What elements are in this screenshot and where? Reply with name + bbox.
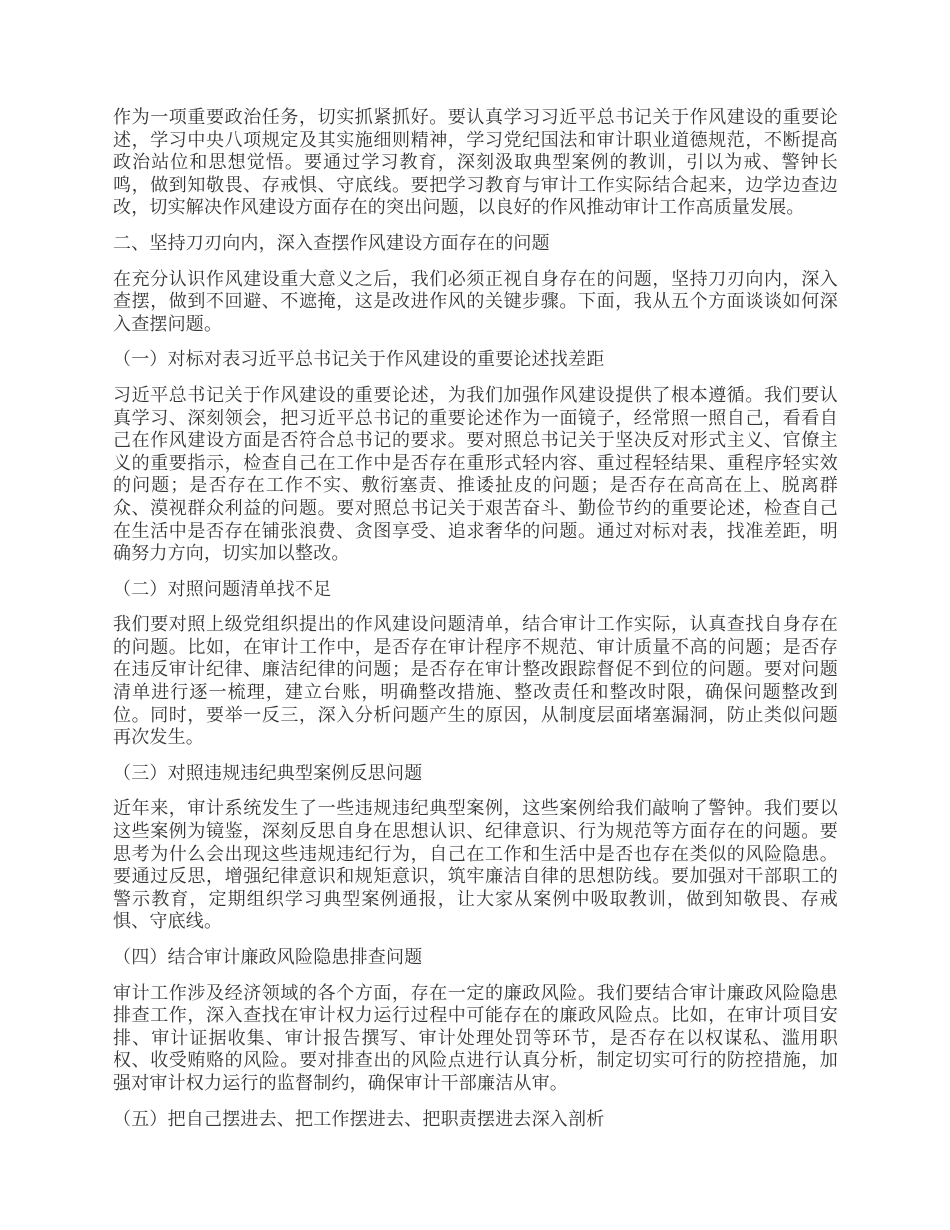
paragraph: 习近平总书记关于作风建设的重要论述，为我们加强作风建设提供了根本遵循。我们要认真学习、深刻领会，把习近平总书记的重要论述作为一面镜子，经常照一照自己，看看自己在作风建设方面是否符合总书记的要求。要对照总书记关于坚决反对形式主义、官僚主义的重要指示，检查自己在工作中是否存在重形式轻内容、重过程轻结果、重程序轻实效的问题；是否存在工作不实、敷衍塞责、推诿扯皮的问题；是否存在高高在上、脱离群众、漠视群众利益的问题。要对照总书记关于艰苦奋斗、勤俭节约的重要论述，检查自己在生活中是否存在铺张浪费、贪图享受、追求奢华的问题。通过对标对表，找准差距，明确努力方向，切实加以整改。 [113,384,838,564]
section-heading: （二）对照问题清单找不足 [113,578,332,599]
section-heading: （四）结合审计廉政风险隐患排查问题 [113,947,423,967]
section-heading: （一）对标对表习近平总书记关于作风建设的重要论述找差距 [113,349,605,370]
paragraph: 在充分认识作风建设重大意义之后，我们必须正视自身存在的问题，坚持刀刃向内，深入查摆，做到不回避、不遮掩，这是改进作风的关键步骤。下面，我从五个方面谈谈如何深入查摆问题。 [113,268,838,334]
paragraph: 近年来，审计系统发生了一些违规违纪典型案例，这些案例给我们敲响了警钟。我们要以这些案例为镜鉴，深刻反思自身在思想认识、纪律意识、行为规范等方面存在的问题。要思考为什么会出现这些违规违纪行为，自己在工作和生活中是否也存在类似的风险隐患。要通过反思，增强纪律意识和规矩意识，筑牢廉洁自律的思想防线。要加强对干部职工的警示教育，定期组织学习典型案例通报，让大家从案例中吸取教训，做到知敬畏、存戒惧、守底线。 [113,798,838,932]
section-heading: （五）把自己摆进去、把工作摆进去、把职责摆进去深入剖析 [113,1108,605,1129]
document-body [113,106,838,1130]
paragraph: 审计工作涉及经济领域的各个方面，存在一定的廉政风险。我们要结合审计廉政风险隐患排查工作，深入查找在审计权力运行过程中可能存在的廉政风险点。比如，在审计项目安排、审计证据收集、审计报告撰写、审计处理处罚等环节，是否存在以权谋私、滥用职权、收受贿赂的风险。要对排查出的风险点进行认真分析，制定切实可行的防控措施，加强对审计权力运行的监督制约，确保审计干部廉洁从审。 [113,982,838,1093]
section-heading: 二、坚持刀刃向内，深入查摆作风建设方面存在的问题 [113,232,550,253]
section-heading: （三）对照违规违纪典型案例反思问题 [113,762,423,783]
paragraph: 作为一项重要政治任务，切实抓紧抓好。要认真学习习近平总书记关于作风建设的重要论述，学习中央八项规定及其实施细则精神，学习党纪国法和审计职业道德规范，不断提高政治站位和思想觉悟。要通过学习教育，深刻汲取典型案例的教训，引以为戒、警钟长鸣，做到知敬畏、存戒惧、守底线。要把学习教育与审计工作实际结合起来，边学边查边改，切实解决作风建设方面存在的突出问题，以良好的作风推动审计工作高质量发展。 [113,107,838,218]
paragraph: 我们要对照上级党组织提出的作风建设问题清单，结合审计工作实际，认真查找自身存在的问题。比如，在审计工作中，是否存在审计程序不规范、审计质量不高的问题；是否存在违反审计纪律、廉洁纪律的问题；是否存在审计整改跟踪督促不到位的问题。要对问题清单进行逐一梳理，建立台账，明确整改措施、整改责任和整改时限，确保问题整改到位。同时，要举一反三，深入分析问题产生的原因，从制度层面堵塞漏洞，防止类似问题再次发生。 [113,614,838,748]
